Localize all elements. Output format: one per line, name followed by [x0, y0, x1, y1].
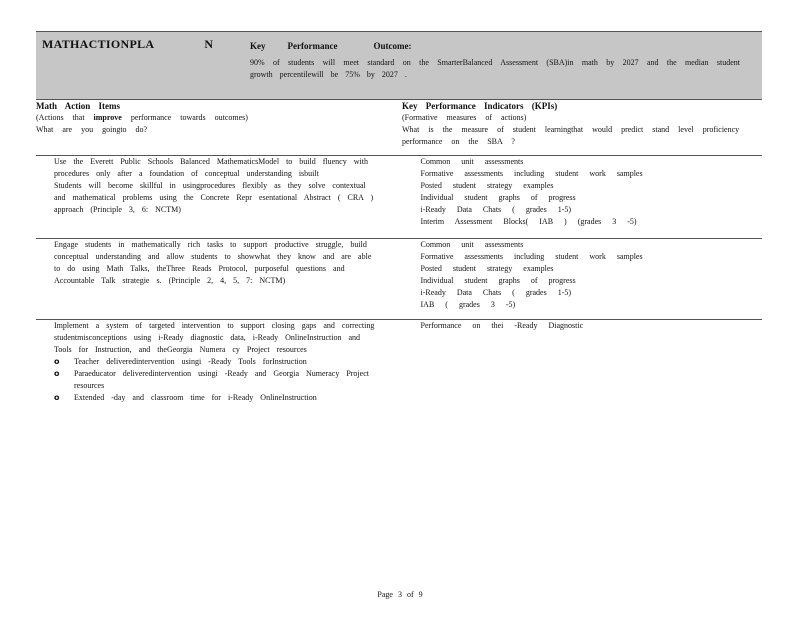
- kpi-item: [403, 192, 763, 204]
- kpi-item-text: Performance on thei -Ready Diagnostic: [420, 321, 584, 330]
- plan-row: [36, 320, 762, 421]
- checkbox-bullet-icon: [403, 168, 421, 180]
- plan-row: [36, 239, 762, 320]
- circle-bullet-icon: o: [54, 369, 60, 378]
- kpi-item-text: i-Ready Data Chats ( grades 1-5): [420, 288, 572, 297]
- kpi-cell: [402, 239, 762, 320]
- page-number: Page 3 of 9: [377, 590, 423, 599]
- checkbox-bullet-icon: [36, 320, 54, 356]
- plan-row: [36, 156, 762, 239]
- kpi-item: [403, 299, 763, 311]
- action-item-text: Engage students in mathematically rich tasks to support productive struggle, build conceptual understanding and allow students to showwhat they know and are able to do using Math Talks, theThree Reads Protocol, purposeful questions and Accountable Talk strategie s. (Principle 2, 4, 5, 7: NCTM): [54, 240, 372, 285]
- kpi-item: [403, 204, 763, 216]
- checkbox-bullet-icon: [403, 180, 421, 192]
- action-item: [36, 180, 402, 216]
- kpi-item-text: Individual student graphs of progress: [420, 276, 576, 285]
- kpi-item: [403, 239, 763, 251]
- kpi-item-text: Formative assessments including student work samples: [420, 169, 643, 178]
- checkbox-bullet-icon: [403, 263, 421, 275]
- checkbox-bullet-icon: [403, 204, 421, 216]
- kpi-item: [403, 180, 763, 192]
- sub-action-text: Paraeducator deliveredintervention usingi -Ready and Georgia Numeracy Project resources: [74, 369, 369, 390]
- checkbox-bullet-icon: [403, 192, 421, 204]
- checkbox-bullet-icon: [36, 180, 54, 216]
- action-cell: [36, 320, 402, 421]
- kpi-item: [403, 156, 763, 168]
- checkbox-bullet-icon: [403, 299, 421, 311]
- action-item-text: Use the Everett Public Schools Balanced MathematicsModel to build fluency with procedures only after a foundation of conceptual understanding isbuilt: [54, 157, 368, 178]
- kpi-item: [403, 251, 763, 263]
- kpi-subtitle: (Formative measures of actions): [402, 113, 527, 122]
- kpi-item-text: Posted student strategy examples: [420, 181, 554, 190]
- kpi-item-text: IAB ( grades 3 -5): [420, 300, 516, 309]
- document-page: [36, 31, 762, 420]
- kpo-label-key: Key: [250, 41, 266, 51]
- kpi-item: [403, 275, 763, 287]
- kpi-cell: [402, 156, 762, 239]
- header-right-cell: [250, 32, 762, 100]
- checkbox-bullet-icon: [403, 251, 421, 263]
- checkbox-bullet-icon: [403, 239, 421, 251]
- checkbox-bullet-icon: [403, 216, 421, 228]
- sub-action-item: [54, 356, 402, 368]
- sub-action-item: [54, 392, 402, 404]
- sub-action-text: Extended -day and classroom time for i-Ready OnlineInstruction: [74, 393, 317, 402]
- action-items-sub-post: performance towards outcomes): [130, 113, 248, 122]
- column-header-row: [36, 100, 762, 156]
- kpi-header: [402, 100, 762, 156]
- checkbox-bullet-icon: [403, 320, 421, 332]
- kpi-item-text: Posted student strategy examples: [420, 264, 554, 273]
- sub-action-list: [54, 356, 402, 404]
- kpi-item: [403, 216, 763, 228]
- sub-action-text: Teacher deliveredintervention usingi -Ready Tools forInstruction: [74, 357, 307, 366]
- action-items-question: What are you goingto do?: [36, 125, 148, 134]
- kpi-item-text: Interim Assessment Blocks( IAB ) (grades 3 -5): [420, 217, 637, 226]
- action-items-title: Math Action Items: [36, 101, 120, 111]
- kpi-item: [403, 168, 763, 180]
- checkbox-bullet-icon: [36, 156, 54, 180]
- kpi-item-text: Individual student graphs of progress: [420, 193, 576, 202]
- kpi-item: [403, 320, 763, 332]
- action-item-text: Implement a system of targeted intervention to support closing gaps and correcting studentmisconceptions using i-Ready diagnostic data, i-Ready OnlineInstruction and Tools for Instruction, and theGeorgia Numera cy Project resources: [54, 321, 375, 354]
- checkbox-bullet-icon: [403, 287, 421, 299]
- action-item: [36, 320, 402, 356]
- kpi-cell: [402, 320, 762, 421]
- kpo-label-outcome: Outcome:: [373, 41, 412, 51]
- circle-bullet-icon: o: [54, 393, 60, 402]
- plan-title-text: MATHACTIONPLA: [42, 37, 155, 51]
- action-items-sub-bold: improve: [93, 113, 122, 122]
- checkbox-bullet-icon: [403, 156, 421, 168]
- plan-title-suffix: N: [204, 37, 214, 51]
- action-items-sub-pre: (Actions that: [36, 113, 85, 122]
- kpi-item-text: Formative assessments including student work samples: [420, 252, 643, 261]
- kpi-item: [403, 263, 763, 275]
- circle-bullet-icon: o: [54, 357, 60, 366]
- kpi-item: [403, 287, 763, 299]
- action-item: [36, 239, 402, 287]
- kpo-text: 90% of students will meet standard on the SmarterBalanced Assessment (SBA)in math by 2027 and the median student growth percentilewill be 75% by 2027 .: [250, 58, 740, 79]
- action-items-subtitle: [36, 112, 402, 124]
- action-cell: [36, 239, 402, 320]
- checkbox-bullet-icon: [36, 239, 54, 287]
- kpo-label-performance: Performance: [287, 41, 338, 51]
- action-items-header: [36, 100, 402, 156]
- kpi-title: Key Performance Indicators (KPIs): [402, 101, 558, 111]
- header-row: [36, 32, 762, 100]
- action-item-text: Students will become skillful in usingprocedures flexibly as they solve contextual and mathematical problems using the Concrete Repr esentational Abstract ( CRA ) approach (Principle 3, 6: NCTM): [54, 181, 374, 214]
- checkbox-bullet-icon: [403, 275, 421, 287]
- math-action-plan-table: [36, 31, 762, 420]
- kpi-question: What is the measure of student learningthat would predict stand level proficiency performance on the SBA ?: [402, 125, 740, 146]
- action-item: [36, 156, 402, 180]
- sub-action-item: [54, 368, 402, 392]
- kpi-item-text: i-Ready Data Chats ( grades 1-5): [420, 205, 572, 214]
- kpo-heading: [250, 40, 762, 52]
- kpi-item-text: Common unit assessments: [420, 240, 524, 249]
- kpi-item-text: Common unit assessments: [420, 157, 524, 166]
- action-cell: [36, 156, 402, 239]
- kpo-block: [250, 40, 762, 81]
